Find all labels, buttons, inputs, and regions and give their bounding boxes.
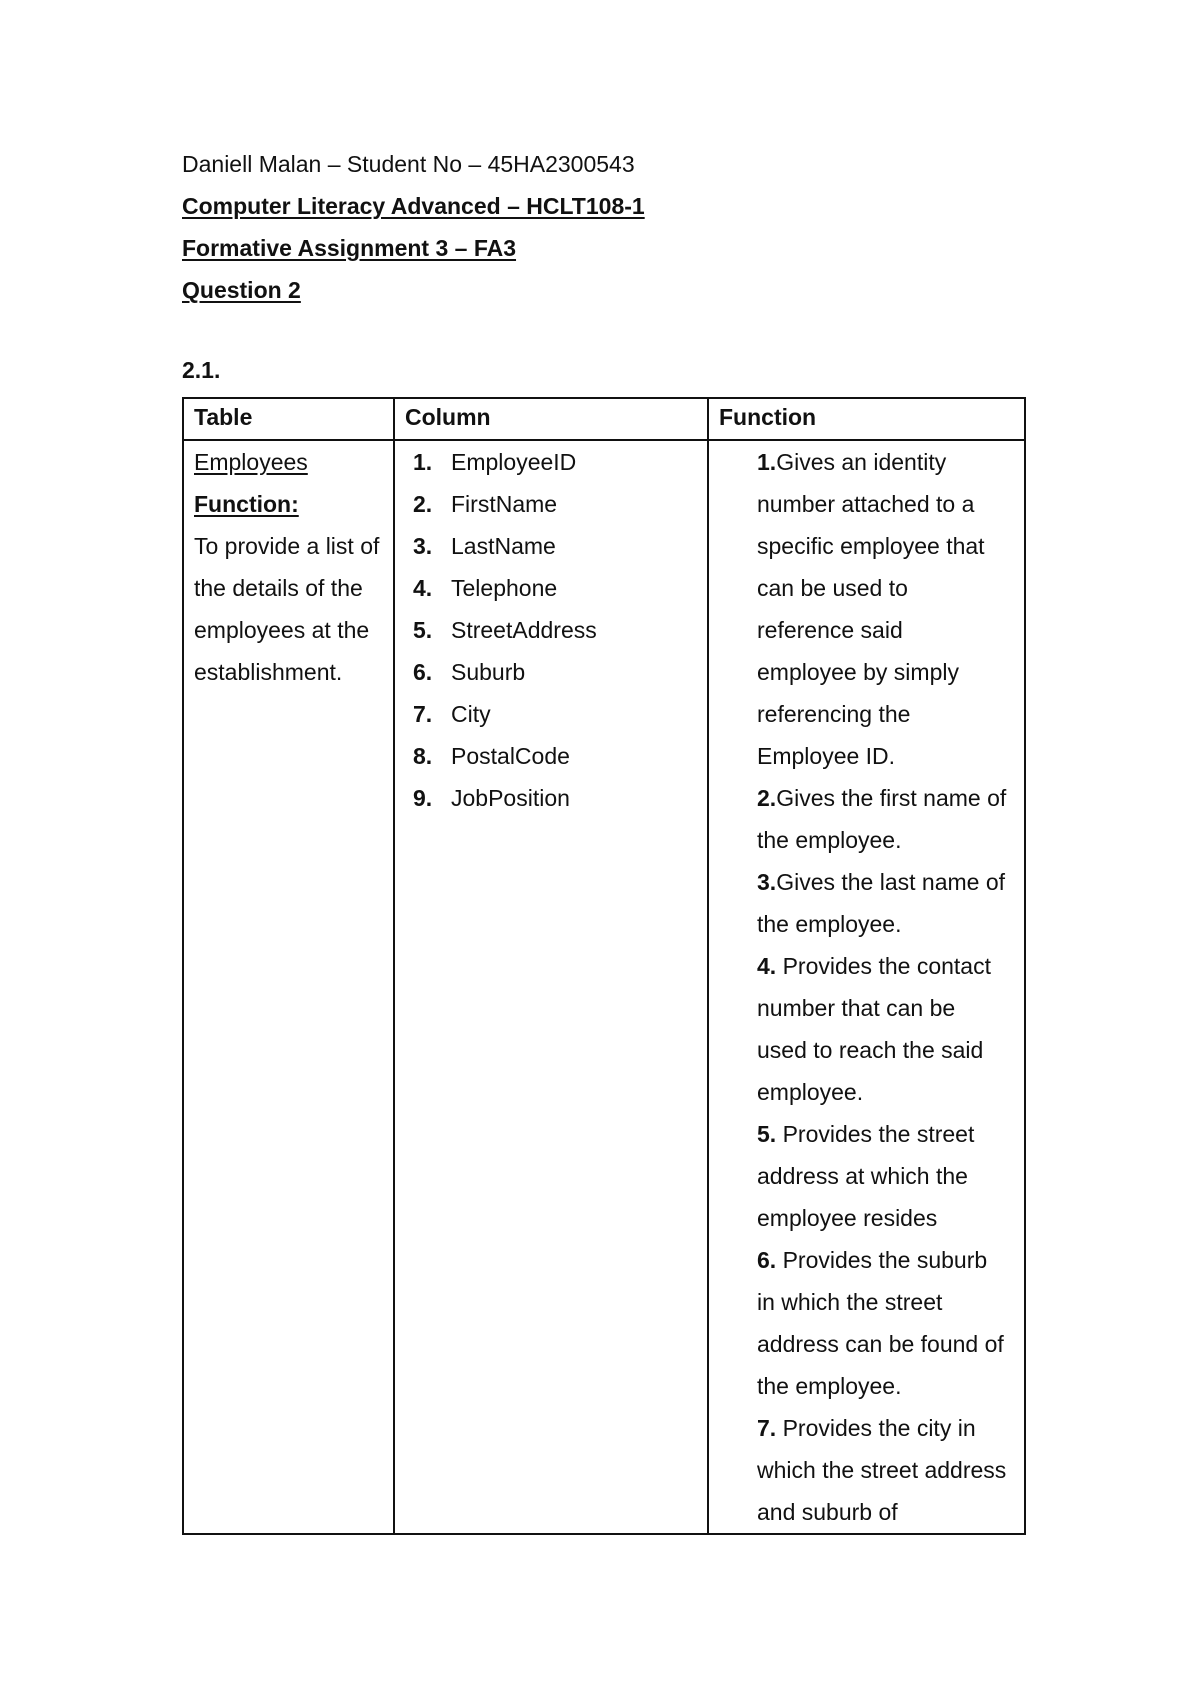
function-entry: 7. Provides the city in which the street address and suburb of: [757, 1415, 1007, 1525]
table-header-row: [183, 398, 1025, 440]
section-number: 2.1.: [182, 357, 221, 383]
column-list: [395, 441, 707, 819]
list-item: 8. PostalCode: [413, 743, 570, 769]
table-name: Employees: [194, 449, 308, 475]
function-entry: 6. Provides the suburb in which the street address can be found of the employee.: [757, 1247, 1004, 1399]
list-item: 1. EmployeeID: [413, 449, 577, 475]
assignment-title: Formative Assignment 3 – FA3: [182, 235, 517, 261]
columns-cell: [394, 440, 708, 1534]
course-title: Computer Literacy Advanced – HCLT108-1: [182, 193, 645, 219]
list-item: 6. Suburb: [413, 659, 526, 685]
function-description: To provide a list of the details of the employees at the establishment.: [194, 533, 380, 685]
header-function: Function: [708, 398, 1025, 440]
list-item: 9. JobPosition: [413, 785, 570, 811]
function-entry: 3.Gives the last name of the employee.: [757, 869, 1006, 937]
list-item: 4. Telephone: [413, 575, 558, 601]
schema-table: [182, 397, 1026, 1535]
header-column: Column: [394, 398, 708, 440]
table-name-cell: [183, 440, 394, 1534]
function-entry: 1.Gives an identity number attached to a specific employee that can be used to reference said employee by simply referencing the Employee ID.: [757, 449, 985, 769]
functions-cell: [708, 440, 1025, 1534]
function-entry: 5. Provides the street address at which the employee resides: [757, 1121, 975, 1231]
table-row: [183, 440, 1025, 1534]
list-item: 2. FirstName: [413, 491, 558, 517]
function-label: Function:: [194, 491, 299, 517]
student-line: Daniell Malan – Student No – 45HA2300543: [182, 151, 635, 177]
document-header: [182, 143, 1022, 311]
question-title: Question 2: [182, 277, 301, 303]
header-table: Table: [183, 398, 394, 440]
list-item: 5. StreetAddress: [413, 617, 597, 643]
function-entry: 2.Gives the first name of the employee.: [757, 785, 1007, 853]
function-entry: 4. Provides the contact number that can be used to reach the said employee.: [757, 953, 991, 1105]
list-item: 3. LastName: [413, 533, 556, 559]
list-item: 7. City: [413, 701, 491, 727]
